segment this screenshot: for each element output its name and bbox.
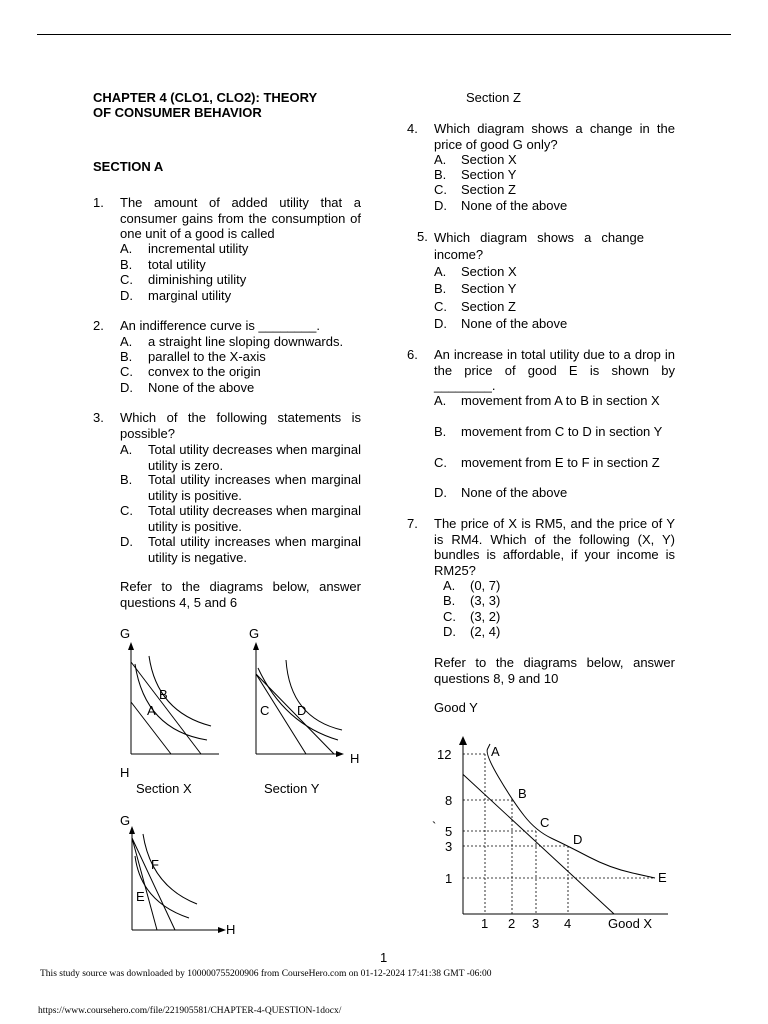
option-text: Section Y: [461, 281, 517, 296]
point-label-e: E: [136, 889, 145, 904]
option-text: total utility: [148, 257, 206, 272]
caption-section-y: Section Y: [264, 781, 320, 796]
y-tick-label: 3: [445, 839, 453, 854]
option-text: None of the above: [461, 316, 568, 331]
option-label: D.: [120, 380, 133, 395]
option-text: None of the above: [461, 485, 568, 500]
question-number: 3.: [93, 410, 104, 425]
footer-source-line: This study source was downloaded by 100000755200906 from CourseHero.com on 01-12-2024 17:41:38 GMT -06:00: [40, 969, 492, 979]
point-label-b: B: [159, 687, 168, 702]
x-tick-label: 4: [564, 916, 572, 931]
x-tick-label: 1: [481, 916, 489, 931]
x-tick-label: 3: [532, 916, 540, 931]
y-axis-label: G: [120, 626, 131, 641]
y-tick-label: 5: [445, 824, 453, 839]
y-tick-label: 12: [437, 747, 452, 762]
question-number: 5.: [417, 229, 428, 244]
point-label-f: F: [151, 857, 159, 872]
chapter-title-line2: OF CONSUMER BEHAVIOR: [93, 105, 262, 120]
y-axis-arrow: [459, 736, 467, 745]
question-text: Which diagram shows a change in the price of good G only?: [434, 121, 675, 152]
question-number: 6.: [407, 347, 418, 362]
option-text: (2, 4): [470, 624, 501, 639]
option-label: C.: [120, 503, 133, 518]
option-text: Total utility decreases when marginal utility is positive.: [148, 503, 361, 534]
page-number: 1: [380, 950, 388, 965]
option-label: C.: [434, 182, 447, 197]
diagram-section-y: [240, 622, 365, 772]
indifference-curve-1: [135, 856, 189, 918]
point-label: A: [491, 744, 500, 759]
question-text: An increase in total utility due to a drop in the price of good E is shown by ________.: [434, 347, 675, 393]
option-label: D.: [434, 485, 447, 500]
question-text: Which diagram shows a change income?: [434, 230, 644, 262]
option-label: A.: [434, 393, 447, 408]
option-label: D.: [434, 316, 447, 331]
option-label: C.: [434, 299, 447, 314]
section-heading: SECTION A: [93, 159, 164, 174]
question-text: An indifference curve is ________.: [120, 318, 320, 333]
chart-y-label: Good Y: [434, 700, 478, 715]
stray-mark: `: [432, 819, 437, 834]
question-text: The amount of added utility that a consumer gains from the consumption of one unit of a good is called: [120, 195, 361, 241]
diagram-section-x: [115, 622, 225, 782]
x-axis-label: H: [226, 922, 236, 937]
option-label: C.: [120, 364, 133, 379]
x-tick-label: 2: [508, 916, 516, 931]
indifference-chart: [420, 718, 680, 940]
option-text: None of the above: [148, 380, 255, 395]
section-z-heading: Section Z: [466, 90, 521, 105]
option-label: A.: [120, 334, 133, 349]
point-label: E: [658, 870, 667, 885]
point-label-c: C: [260, 703, 270, 718]
option-label: A.: [120, 241, 133, 256]
option-label: B.: [443, 593, 456, 608]
option-label: B.: [434, 424, 447, 439]
option-label: B.: [120, 349, 133, 364]
option-label: C.: [120, 272, 133, 287]
y-axis-arrow: [253, 642, 259, 650]
option-text: marginal utility: [148, 288, 232, 303]
option-text: Total utility increases when marginal utility is negative.: [148, 534, 361, 565]
option-label: D.: [120, 534, 133, 549]
y-tick-label: 8: [445, 793, 453, 808]
option-text: Section X: [461, 152, 517, 167]
option-text: Section X: [461, 264, 517, 279]
refer-diagrams-text-2: Refer to the diagrams below, answer questions 8, 9 and 10: [434, 655, 675, 686]
option-text: Total utility decreases when marginal utility is zero.: [148, 442, 361, 473]
x-axis-label: H: [350, 751, 360, 766]
option-text: Total utility increases when marginal utility is positive.: [148, 472, 361, 503]
question-number: 4.: [407, 121, 418, 136]
option-label: B.: [120, 257, 133, 272]
option-text: movement from A to B in section X: [461, 393, 660, 408]
option-text: (3, 2): [470, 609, 501, 624]
option-label: D.: [443, 624, 456, 639]
question-text: The price of X is RM5, and the price of Y is RM4. Which of the following (X, Y) bundles is affordable, if your income is RM25?: [434, 516, 675, 578]
option-label: C.: [434, 455, 447, 470]
y-axis-label: G: [120, 813, 131, 828]
option-text: diminishing utility: [148, 272, 247, 287]
x-axis-arrow: [218, 927, 226, 933]
refer-diagrams-text-1: Refer to the diagrams below, answer questions 4, 5 and 6: [120, 579, 361, 610]
point-label-a: A: [147, 703, 156, 718]
option-text: (0, 7): [470, 578, 501, 593]
y-tick-label: 1: [445, 871, 453, 886]
x-axis-arrow: [336, 751, 344, 757]
option-text: Section Y: [461, 167, 517, 182]
option-text: a straight line sloping downwards.: [148, 334, 344, 349]
option-text: Section Z: [461, 182, 516, 197]
option-text: Section Z: [461, 299, 516, 314]
y-axis-label: G: [249, 626, 260, 641]
budget-line-2: [131, 662, 201, 754]
caption-section-x: Section X: [136, 781, 192, 796]
question-number: 7.: [407, 516, 418, 531]
option-label: A.: [443, 578, 456, 593]
footer-url: https://www.coursehero.com/file/221905581/CHAPTER-4-QUESTION-1docx/: [38, 1006, 342, 1016]
option-label: A.: [434, 264, 447, 279]
diagram-section-z: [115, 808, 245, 938]
option-text: parallel to the X-axis: [148, 349, 266, 364]
option-label: B.: [434, 281, 447, 296]
y-axis-arrow: [128, 642, 134, 650]
indifference-curve-1: [135, 664, 207, 740]
question-text: Which of the following statements is possible?: [120, 410, 361, 441]
option-label: A.: [434, 152, 447, 167]
option-text: movement from C to D in section Y: [461, 424, 663, 439]
option-text: incremental utility: [148, 241, 249, 256]
top-rule: [37, 34, 731, 35]
x-axis-label: Good X: [608, 916, 653, 931]
question-number: 1.: [93, 195, 104, 210]
point-label: B: [518, 786, 527, 801]
option-text: None of the above: [461, 198, 568, 213]
option-label: B.: [120, 472, 133, 487]
question-number: 2.: [93, 318, 104, 333]
point-label: C: [540, 815, 550, 830]
point-label: D: [573, 832, 583, 847]
option-text: movement from E to F in section Z: [461, 455, 660, 470]
point-label-d: D: [297, 703, 307, 718]
budget-line: [463, 774, 614, 914]
option-text: (3, 3): [470, 593, 501, 608]
chapter-title-line1: CHAPTER 4 (CLO1, CLO2): THEORY: [93, 90, 318, 105]
option-label: D.: [120, 288, 133, 303]
option-label: D.: [434, 198, 447, 213]
option-label: B.: [434, 167, 447, 182]
indifference-curve-2: [286, 660, 342, 730]
option-label: A.: [120, 442, 133, 457]
option-label: C.: [443, 609, 456, 624]
x-axis-label: H: [120, 765, 130, 780]
option-text: convex to the origin: [148, 364, 261, 379]
